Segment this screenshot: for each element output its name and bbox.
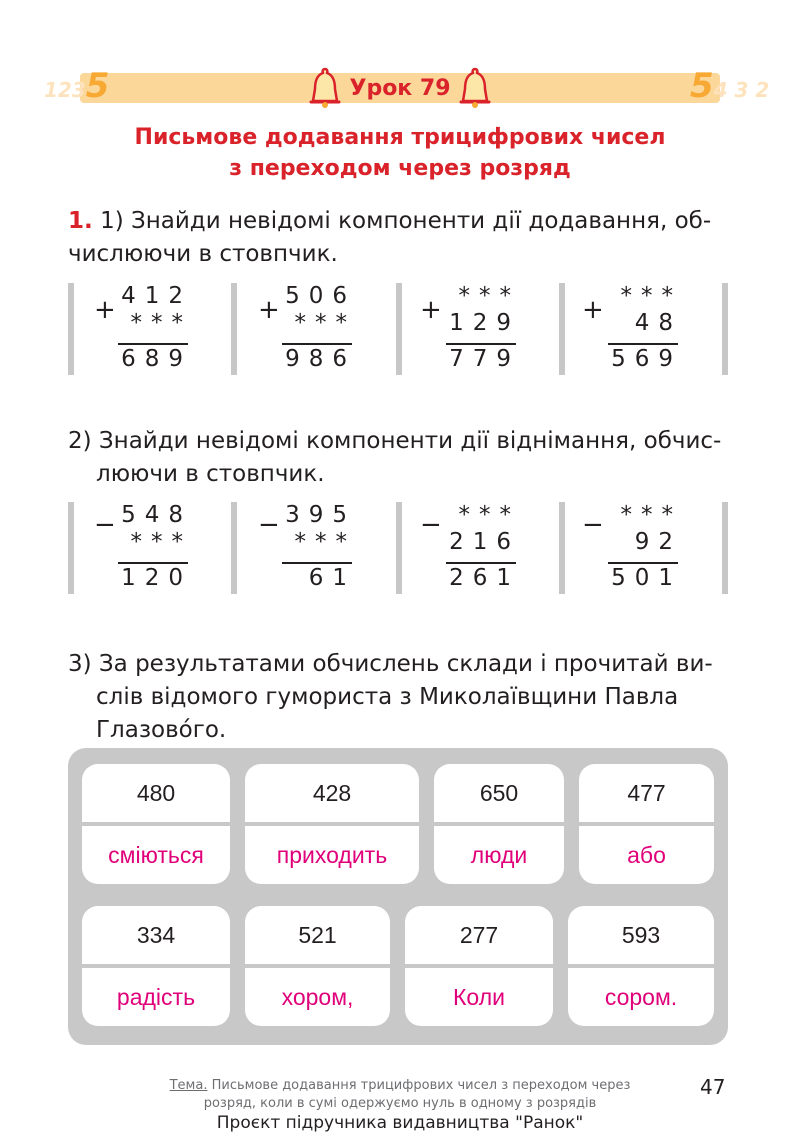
plus-sign: + [420,295,442,325]
sum-result: 779 [449,346,520,372]
cell-number: 428 [312,779,352,806]
decor-digits-right: 54 3 2 [690,66,770,106]
table-cell [434,764,564,884]
sum-line [446,343,516,345]
cell-word: або [627,841,666,868]
divider-bar [559,283,565,375]
decor-digits-left: 1235 [44,66,110,106]
minus-sign: − [420,510,442,540]
answer-table [68,748,728,1045]
task-1-part-1-text: 1. 1) Знайди невідомі компоненти дії додавання, об- числюючи в стовпчик. [68,208,712,267]
publisher-credit: Проєкт підручника видавництва "Ранок" [216,1113,584,1133]
difference-result: 61 [308,565,356,591]
sum-result: 569 [611,346,682,372]
cell-word: Коли [453,983,505,1010]
cell-word: приходить [276,841,388,868]
task-1-part-3-text: 3) За результатами обчислень склади і прочитай ви- слів відомого гумориста з Миколаївщини Павла Глазово́го. [68,651,713,743]
table-cell [82,764,230,884]
sum-line [118,343,188,345]
subtraction-row [68,502,730,594]
plus-sign: + [258,295,280,325]
minuend: *** [458,502,520,528]
subtrahend: *** [130,529,192,555]
divider-bar [559,502,565,594]
sum-line [282,343,352,345]
difference-line [446,562,516,564]
subtrahend: 216 [449,529,520,555]
lesson-label: Урок 79 [349,75,451,101]
cell-word: люди [470,841,528,868]
table-cell [579,764,714,884]
minuend: 548 [121,502,192,528]
divider-bar [68,283,74,375]
addend-bottom: 48 [634,310,682,336]
cell-word: радість [116,983,196,1010]
plus-sign: + [582,295,604,325]
lesson-title [290,66,510,110]
difference-line [282,562,352,564]
subtrahend: *** [294,529,356,555]
difference-result: 120 [121,565,192,591]
divider-bar [231,283,237,375]
difference-result: 261 [449,565,520,591]
cell-number: 277 [459,921,499,948]
difference-result: 501 [611,565,682,591]
cell-number: 650 [479,779,519,806]
cell-number: 477 [627,779,666,806]
addend-top: *** [620,283,682,309]
sum-line [608,343,678,345]
minus-sign: − [582,510,604,540]
page-title-line-1: Письмове додавання трицифрових чисел [134,125,666,150]
table-cell [245,906,390,1026]
addend-top: 412 [121,283,192,309]
sum-result: 986 [285,346,356,372]
minus-sign: − [94,510,116,540]
minuend: *** [620,502,682,528]
table-cell [245,764,419,884]
addend-top: *** [458,283,520,309]
difference-line [608,562,678,564]
bell-icon [309,67,341,109]
addition-row [68,283,730,375]
sum-result: 689 [121,346,192,372]
task-number: 1. [68,208,93,234]
subtrahend: 92 [634,529,682,555]
topic-label: Тема. [169,1078,208,1093]
addend-bottom: 129 [449,310,520,336]
addend-bottom: *** [294,310,356,336]
plus-sign: + [94,295,116,325]
cell-number: 521 [298,921,337,948]
divider-bar [722,502,728,594]
divider-bar [68,502,74,594]
divider-bar [396,502,402,594]
cell-word: хором, [281,983,354,1010]
addend-top: 506 [285,283,356,309]
cell-number: 480 [136,779,176,806]
addend-bottom: *** [130,310,192,336]
divider-bar [396,283,402,375]
cell-number: 334 [136,921,176,948]
cell-word: сором. [604,983,678,1010]
page-title-line-2: з переходом через розряд [229,156,571,181]
table-cell [82,906,230,1026]
bell-icon [459,67,491,109]
divider-bar [231,502,237,594]
cell-number: 593 [621,921,661,948]
footer-topic: Тема. Письмове додавання трицифрових чисел з переходом через розряд, коли в сумі одержуємо нуль в одному з розрядів [169,1078,631,1111]
table-cell [568,906,714,1026]
difference-line [118,562,188,564]
minuend: 395 [285,502,356,528]
table-cell [405,906,553,1026]
page-number: 47 [700,1075,726,1099]
cell-word: сміються [108,841,204,868]
task-1-part-2-text: 2) Знайди невідомі компоненти дії віднімання, обчис- люючи в стовпчик. [68,428,722,487]
divider-bar [722,283,728,375]
minus-sign: − [258,510,280,540]
